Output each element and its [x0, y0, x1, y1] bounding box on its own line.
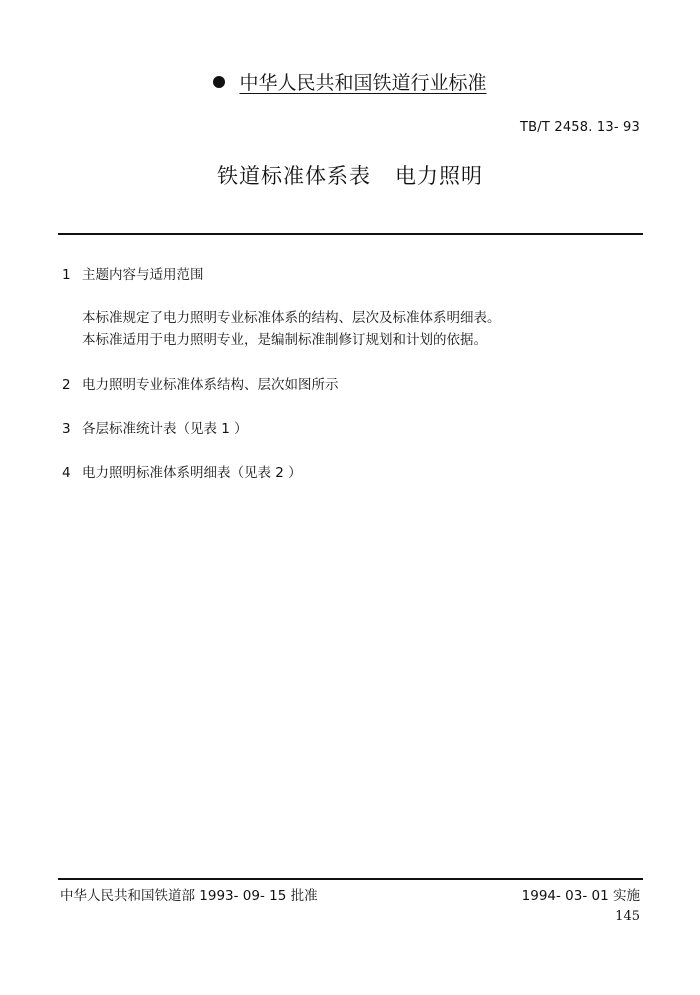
section-title: 各层标准统计表（见表 1 ）: [82, 421, 248, 437]
document-title-part1: 铁道标准体系表: [217, 164, 371, 188]
bottom-divider: [58, 878, 643, 880]
section-2: [62, 373, 339, 393]
org-title: 中华人民共和国铁道行业标准: [239, 72, 487, 94]
section-title: 主题内容与适用范围: [82, 267, 204, 283]
section-1: [62, 263, 204, 283]
document-title-part2: 电力照明: [395, 164, 483, 188]
document-title: [0, 160, 700, 190]
page-number: 145: [615, 909, 640, 924]
section-title: 电力照明专业标准体系结构、层次如图所示: [82, 377, 339, 393]
section-number: 4: [62, 465, 71, 481]
standard-code: TB/T 2458. 13- 93: [520, 120, 640, 135]
header: [0, 68, 700, 95]
paragraph-2: 本标准适用于电力照明专业，是编制标准制修订规划和计划的依据。: [82, 332, 487, 348]
bullet-icon: [213, 76, 225, 88]
section-4: [62, 461, 302, 481]
implementation-date: 1994- 03- 01 实施: [521, 888, 640, 904]
section-number: 1: [62, 267, 71, 283]
section-3: [62, 417, 248, 437]
section-number: 3: [62, 421, 71, 437]
section-number: 2: [62, 377, 71, 393]
section-title: 电力照明标准体系明细表（见表 2 ）: [82, 465, 302, 481]
approval-note: 中华人民共和国铁道部 1993- 09- 15 批准: [60, 888, 318, 904]
top-divider: [58, 233, 643, 235]
paragraph-1: 本标准规定了电力照明专业标准体系的结构、层次及标准体系明细表。: [82, 310, 501, 326]
